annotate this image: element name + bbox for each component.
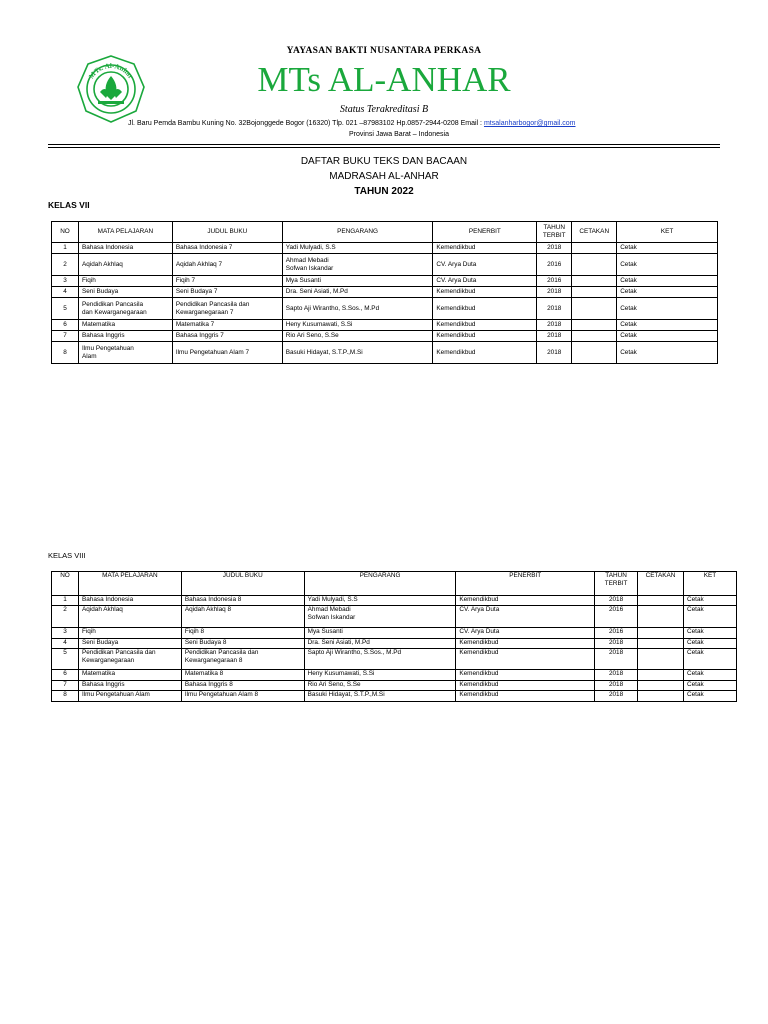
header-divider	[48, 144, 720, 145]
col-print: CETAKAN	[638, 572, 684, 596]
table-row: 2 Aqidah Akhlaq Aqidah Akhlaq 7 Ahmad Mebadi Sofwan Iskandar CV. Arya Duta 2016 Cetak	[52, 254, 718, 276]
doc-title-line1: DAFTAR BUKU TEKS DAN BACAAN	[300, 156, 468, 167]
accreditation-status: Status Terakreditasi B	[339, 104, 429, 115]
col-book: JUDUL BUKU	[181, 572, 304, 596]
table-row: 8 Ilmu Pengetahuan Alam Ilmu Pengetahuan Alam 8 Basuki Hidayat, S.T.P.,M.Si Kemendikbud 2018 Cetak	[52, 691, 737, 702]
school-name: MTs AL-ANHAR	[257, 60, 511, 99]
col-no: NO	[52, 572, 79, 596]
col-ket: KET	[684, 572, 737, 596]
col-subject: MATA PELAJARAN	[78, 222, 172, 243]
table-header-row	[52, 222, 718, 243]
table-row: 2 Aqidah Akhlaq Aqidah Akhlaq 8 Ahmad Mebadi Sofwan Iskandar CV. Arya Duta 2016 Cetak	[52, 606, 737, 628]
foundation-name: YAYASAN BAKTI NUSANTARA PERKASA	[286, 46, 482, 56]
table-header-row	[52, 572, 737, 596]
col-author: PENGARANG	[282, 222, 433, 243]
table-row: 1 Bahasa Indonesia Bahasa Indonesia 8 Yadi Mulyadi, S.S Kemendikbud 2018 Cetak	[52, 596, 737, 606]
table-row: 3 Fiqih Fiqih 7 Mya Susanti CV. Arya Duta 2016 Cetak	[52, 276, 718, 287]
kelas7-table	[51, 221, 718, 364]
doc-title-line3: TAHUN 2022	[354, 186, 414, 197]
col-ket: KET	[617, 222, 718, 243]
table-row: 4 Seni Budaya Seni Budaya 7 Dra. Seni Asiati, M.Pd Kemendikbud 2018 Cetak	[52, 287, 718, 298]
col-subject: MATA PELAJARAN	[78, 572, 181, 596]
address-text: Jl. Baru Pemda Bambu Kuning No. 32Bojonggede Bogor (16320) Tlp. 021 –87983102 Hp.0857-2944-0208 Email :	[128, 120, 483, 127]
col-publisher: PENERBIT	[456, 572, 595, 596]
school-address	[128, 120, 708, 127]
logo-text: MTs. Al-Anhar	[87, 61, 135, 81]
table-row: 7 Bahasa Inggris Bahasa Inggris 8 Rio Ari Seno, S.Se Kemendikbud 2018 Cetak	[52, 681, 737, 691]
col-publisher: PENERBIT	[433, 222, 537, 243]
table-row: 5 Pendidikan Pancasila dan Kewarganegaraan Pendidikan Pancasila dan Kewarganegaraan 8 Sapto Aji Wirantho, S.Sos., M.Pd Kemendikbud 2018 Cetak	[52, 649, 737, 670]
kelas8-table	[51, 571, 737, 702]
table-row: 3 Fiqih Fiqih 8 Mya Susanti CV. Arya Duta 2016 Cetak	[52, 628, 737, 639]
col-book: JUDUL BUKU	[172, 222, 282, 243]
table-row: 6 Matematika Matematika 7 Heny Kusumawati, S.Si Kemendikbud 2018 Cetak	[52, 320, 718, 331]
col-no: NO	[52, 222, 79, 243]
col-year: TAHUN TERBIT	[537, 222, 572, 243]
col-year: TAHUN TERBIT	[595, 572, 638, 596]
col-print: CETAKAN	[572, 222, 617, 243]
email-link[interactable]: mtsalanharbogor@gmail.com	[483, 120, 576, 127]
table-row: 7 Bahasa Inggris Bahasa Inggris 7 Rio Ari Seno, S.Se Kemendikbud 2018 Cetak	[52, 331, 718, 342]
doc-title-line2: MADRASAH AL-ANHAR	[329, 171, 439, 182]
kelas8-label: KELAS VIII	[48, 551, 86, 560]
table-row: 1 Bahasa Indonesia Bahasa Indonesia 7 Yadi Mulyadi, S.S Kemendikbud 2018 Cetak	[52, 243, 718, 254]
province: Provinsi Jawa Barat – Indonesia	[349, 131, 449, 138]
header-divider-thin	[48, 147, 720, 148]
table-row: 5 Pendidikan Pancasila dan Kewarganegaraan Pendidikan Pancasila dan Kewarganegaraan 7 Sapto Aji Wirantho, S.Sos., M.Pd Kemendikbud 2018 Cetak	[52, 298, 718, 320]
table-row: 6 Matematika Matematika 8 Heny Kusumawati, S.Si Kemendikbud 2018 Cetak	[52, 670, 737, 681]
col-author: PENGARANG	[304, 572, 456, 596]
table-row: 4 Seni Budaya Seni Budaya 8 Dra. Seni Asiati, M.Pd Kemendikbud 2018 Cetak	[52, 639, 737, 649]
table-row: 8 Ilmu Pengetahuan Alam Ilmu Pengetahuan Alam 7 Basuki Hidayat, S.T.P.,M.Si Kemendikbud 2018 Cetak	[52, 342, 718, 364]
kelas7-label: KELAS VII	[48, 200, 90, 210]
